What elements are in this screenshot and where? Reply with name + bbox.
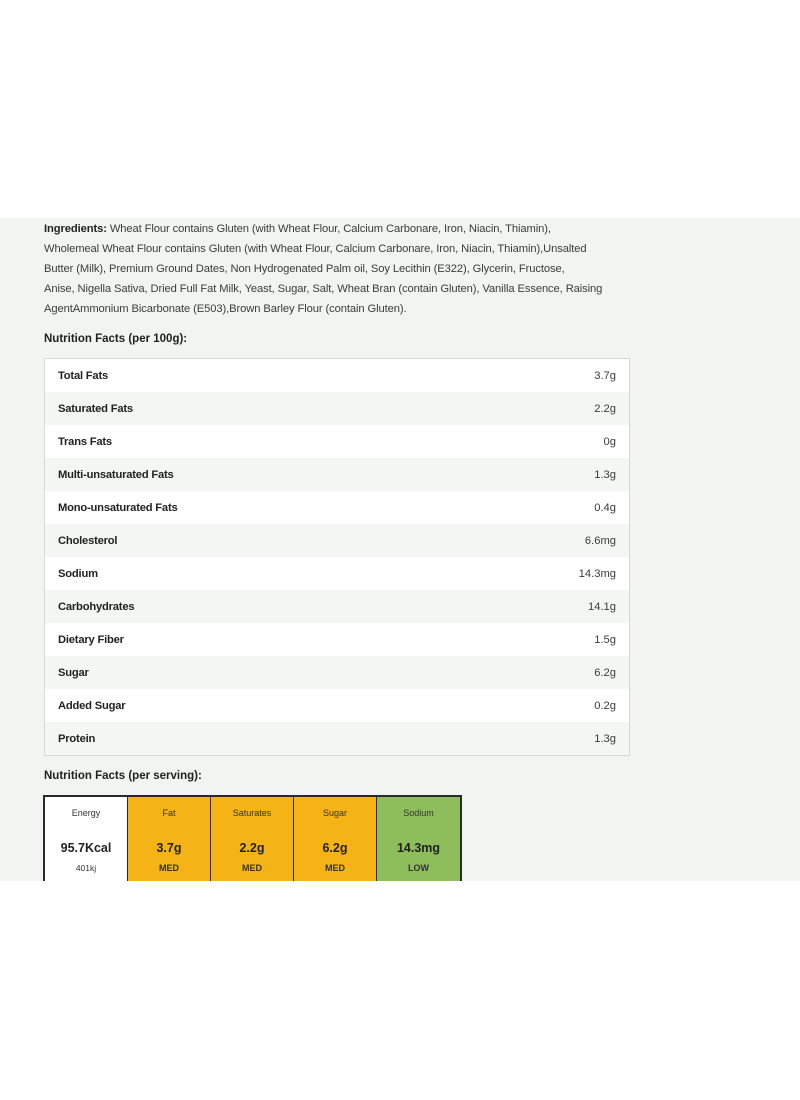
cell-value: 6.2g xyxy=(322,841,348,855)
table-row xyxy=(45,590,629,623)
cell-value: 2.2g xyxy=(239,841,265,855)
cell-value: 14.3mg xyxy=(396,841,441,855)
table-row xyxy=(45,524,629,557)
ingredients-line xyxy=(44,219,644,239)
ingredients-label: Ingredients: xyxy=(44,223,107,235)
nutrient-value: 1.5g xyxy=(594,633,616,646)
table-row xyxy=(45,458,629,491)
ingredients-text xyxy=(44,218,644,319)
nutrient-value: 2.2g xyxy=(594,402,616,415)
nutrient-name: Carbohydrates xyxy=(58,600,135,613)
nutrient-name: Sodium xyxy=(58,567,98,580)
cell-level: MED xyxy=(242,863,262,873)
ingredients-line: Anise, Nigella Sativa, Dried Full Fat Milk, Yeast, Sugar, Salt, Wheat Bran (contain Gluten), Vanilla Essence, Raising xyxy=(44,283,603,295)
ingredients-line: Wholemeal Wheat Flour contains Gluten (with Wheat Flour, Calcium Carbonare, Iron, Niacin, Thiamin),Unsalted xyxy=(44,243,587,255)
nutrient-value: 3.7g xyxy=(594,369,616,382)
sugar-cell xyxy=(294,797,377,881)
nutrition-per-serving-title: Nutrition Facts (per serving): xyxy=(44,770,202,782)
cell-header: Saturates xyxy=(232,808,272,818)
nutrient-name: Protein xyxy=(58,732,96,745)
saturates-cell xyxy=(211,797,294,881)
product-info-panel xyxy=(0,218,800,881)
nutrient-value: 6.6mg xyxy=(584,534,616,547)
nutrient-name: Sugar xyxy=(58,666,89,679)
table-row xyxy=(45,656,629,689)
nutrient-value: 14.1g xyxy=(588,600,616,613)
cell-value: 95.7Kcal xyxy=(60,841,112,855)
table-row xyxy=(45,392,629,425)
table-row xyxy=(45,689,629,722)
ingredients-line: AgentAmmonium Bicarbonate (E503),Brown Barley Flour (contain Gluten). xyxy=(44,303,407,315)
table-row xyxy=(45,722,629,755)
cell-header: Energy xyxy=(71,808,101,818)
nutrition-per-100g-title: Nutrition Facts (per 100g): xyxy=(44,333,188,345)
fat-cell xyxy=(128,797,211,881)
nutrition-facts-table xyxy=(44,358,630,756)
nutrient-name: Cholesterol xyxy=(58,534,118,547)
nutrient-name: Mono-unsaturated Fats xyxy=(58,501,178,514)
cell-level: MED xyxy=(159,863,179,873)
table-row xyxy=(45,557,629,590)
nutrient-name: Added Sugar xyxy=(58,699,126,712)
nutrient-value: 0.4g xyxy=(594,501,616,514)
table-row xyxy=(45,491,629,524)
cell-value: 3.7g xyxy=(156,841,182,855)
cell-level: MED xyxy=(325,863,345,873)
cell-header: Sodium xyxy=(403,808,434,818)
energy-cell xyxy=(45,797,128,881)
ingredients-line: Butter (Milk), Premium Ground Dates, Non Hydrogenated Palm oil, Soy Lecithin (E322), Glycerin, Fructose, xyxy=(44,263,565,275)
cell-header: Sugar xyxy=(322,808,348,818)
nutrient-value: 6.2g xyxy=(594,666,616,679)
sodium-cell xyxy=(377,797,460,881)
ingredients-line-text: Wheat Flour contains Gluten (with Wheat Flour, Calcium Carbonare, Iron, Niacin, Thiamin), xyxy=(106,223,551,235)
cell-sub: 401kj xyxy=(75,863,97,873)
nutrient-value: 0.2g xyxy=(594,699,616,712)
nutrient-name: Total Fats xyxy=(58,369,109,382)
nutrient-name: Saturated Fats xyxy=(58,402,133,415)
table-row xyxy=(45,623,629,656)
nutrient-name: Trans Fats xyxy=(58,435,112,448)
nutrient-value: 1.3g xyxy=(594,732,616,745)
nutrient-value: 0g xyxy=(603,435,616,448)
traffic-light-label xyxy=(43,795,462,881)
cell-header: Fat xyxy=(162,808,176,818)
table-row xyxy=(45,359,629,392)
nutrient-value: 14.3mg xyxy=(578,567,616,580)
cell-level: LOW xyxy=(408,863,429,873)
nutrient-name: Dietary Fiber xyxy=(58,633,124,646)
table-row xyxy=(45,425,629,458)
nutrient-name: Multi-unsaturated Fats xyxy=(58,468,174,481)
nutrient-value: 1.3g xyxy=(594,468,616,481)
